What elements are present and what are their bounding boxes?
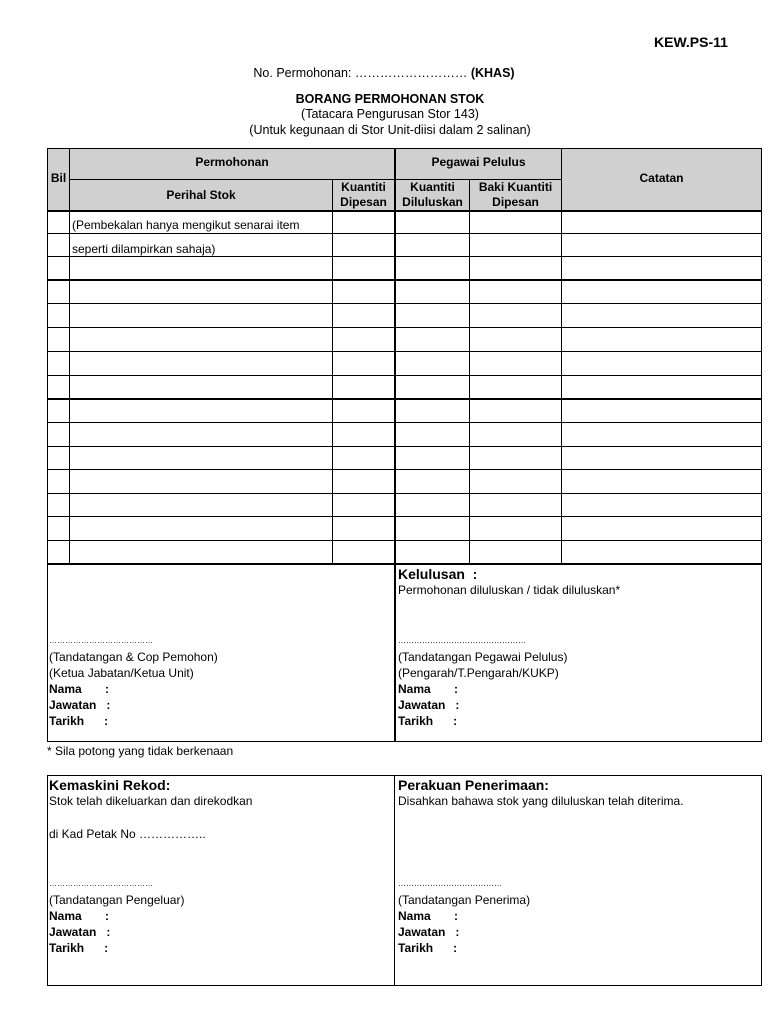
receiver-tarikh-label: Tarikh : xyxy=(398,941,458,955)
receiver-jawatan-label: Jawatan : xyxy=(398,925,460,939)
record-update-text: Stok telah dikeluarkan dan direkodkan xyxy=(49,794,253,808)
group-header-permohonan: Permohonan xyxy=(195,155,269,169)
approver-signature-label: (Tandatangan Pegawai Pelulus) xyxy=(398,650,568,664)
footnote: * Sila potong yang tidak berkenaan xyxy=(47,744,234,758)
table-row-note-1: (Pembekalan hanya mengikut senarai item xyxy=(72,218,300,232)
applicant-jawatan-label: Jawatan : xyxy=(49,698,111,712)
applicant-tarikh-label: Tarikh : xyxy=(49,714,109,728)
col-header-catatan: Catatan xyxy=(639,171,684,185)
approver-signature-line: ………………………………………… xyxy=(398,636,526,645)
form-title: BORANG PERMOHONAN STOK xyxy=(295,92,485,106)
form-subtitle-1: (Tatacara Pengurusan Stor 143) xyxy=(301,107,479,121)
issuer-tarikh-label: Tarikh : xyxy=(49,941,109,955)
issuer-signature-line: ………………………………… xyxy=(49,879,153,888)
issuer-signature-label: (Tandatangan Pengeluar) xyxy=(49,893,185,907)
group-header-pegawai-pelulus: Pegawai Pelulus xyxy=(431,155,526,169)
approval-heading: Kelulusan : xyxy=(398,566,478,582)
applicant-role-label: (Ketua Jabatan/Ketua Unit) xyxy=(49,666,194,680)
table-row-note-2: seperti dilampirkan sahaja) xyxy=(72,242,216,256)
receipt-block xyxy=(398,777,684,809)
receipt-heading: Perakuan Penerimaan: xyxy=(398,777,549,793)
issuer-jawatan-label: Jawatan : xyxy=(49,925,111,939)
applicant-signature-label: (Tandatangan & Cop Pemohon) xyxy=(49,650,218,664)
approver-role-label: (Pengarah/T.Pengarah/KUKP) xyxy=(398,666,559,680)
approver-jawatan-label: Jawatan : xyxy=(398,698,460,712)
approver-tarikh-label: Tarikh : xyxy=(398,714,458,728)
issuer-nama-label: Nama : xyxy=(49,909,110,923)
record-update-heading: Kemaskini Rekod: xyxy=(49,777,171,793)
issuer-signature-block xyxy=(49,876,184,956)
receiver-nama-label: Nama : xyxy=(398,909,459,923)
col-header-bil: Bil xyxy=(50,171,67,185)
receipt-text: Disahkan bahawa stok yang diluluskan telah diterima. xyxy=(398,794,684,808)
record-update-block xyxy=(49,777,252,809)
kad-petak-line: di Kad Petak No …………….. xyxy=(49,827,206,841)
receiver-signature-block xyxy=(398,876,530,956)
receiver-signature-line: ………………………………… xyxy=(398,879,502,888)
col-header-baki-kuantiti: Baki Kuantiti Dipesan xyxy=(478,180,553,209)
form-subtitle-2: (Untuk kegunaan di Stor Unit-diisi dalam 2 salinan) xyxy=(249,123,531,137)
request-number-label: No. Permohonan: ……………………… xyxy=(253,66,468,80)
approver-nama-label: Nama : xyxy=(398,682,459,696)
approval-status-text: Permohonan diluluskan / tidak diluluskan* xyxy=(398,583,621,597)
col-header-kuantiti-dipesan: Kuantiti Dipesan xyxy=(340,180,387,209)
receiver-signature-label: (Tandatangan Penerima) xyxy=(398,893,531,907)
applicant-signature-line: ………………………………… xyxy=(49,636,153,645)
form-code: KEW.PS-11 xyxy=(654,34,728,50)
col-header-kuantiti-diluluskan: Kuantiti Diluluskan xyxy=(402,180,463,209)
applicant-nama-label: Nama : xyxy=(49,682,110,696)
request-number-tag: (KHAS) xyxy=(470,66,515,80)
col-header-perihal-stok: Perihal Stok xyxy=(166,188,236,202)
